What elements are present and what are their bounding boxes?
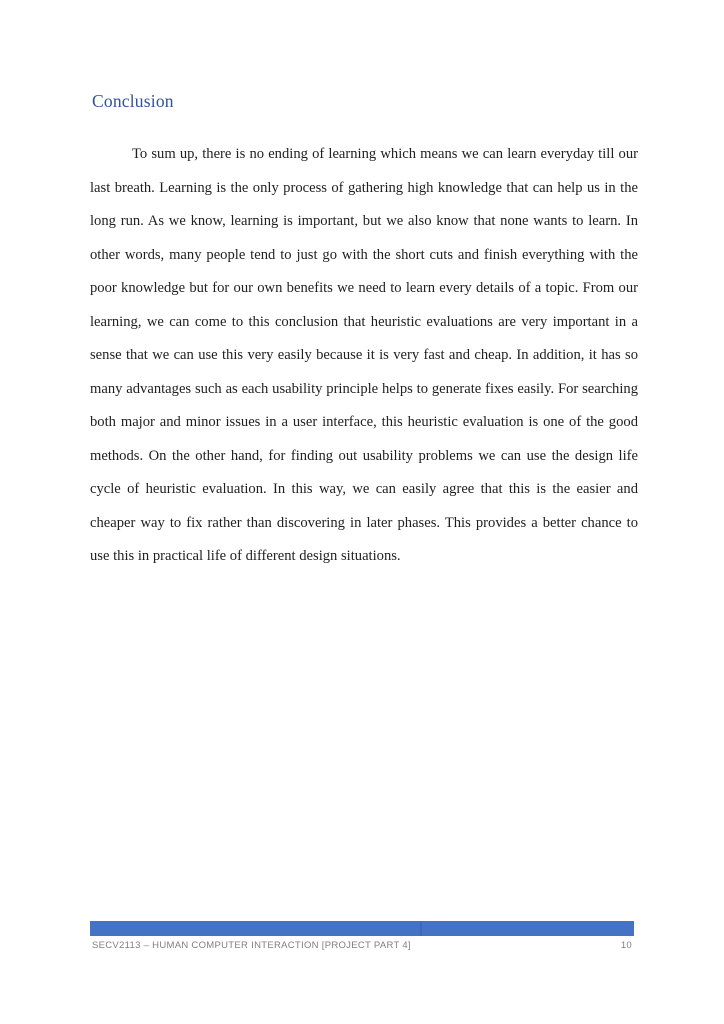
footer-accent-bar-right-segment	[422, 921, 634, 936]
page-number: 10	[620, 940, 632, 951]
body-paragraph: To sum up, there is no ending of learning which means we can learn everyday till our last breath. Learning is the only process of gathering high knowledge that can help us in the long run. As we know, learning is important, but we also know that none wants to learn. In other words, many people tend to just go with the short cuts and finish everything with the poor knowledge but for our own benefits we need to learn every details of a topic. From our learning, we can come to this conclusion that heuristic evaluations are very important in a sense that we can use this very easily because it is very fast and cheap. In addition, it has so many advantages such as each usability principle helps to generate fixes easily. For searching both major and minor issues in a user interface, this heuristic evaluation is one of the good methods. On the other hand, for finding out usability problems we can use the design life cycle of heuristic evaluation. In this way, we can easily agree that this is the easier and cheaper way to fix rather than discovering in later phases. This provides a better chance to use this in practical life of different design situations.	[90, 146, 638, 564]
footer-course-label: SECV2113 – HUMAN COMPUTER INTERACTION [PROJECT PART 4]	[92, 940, 411, 951]
section-heading: Conclusion	[92, 91, 174, 111]
page-footer	[92, 940, 632, 951]
footer-accent-bar-left-segment	[90, 921, 420, 936]
footer-accent-bar	[90, 921, 634, 936]
